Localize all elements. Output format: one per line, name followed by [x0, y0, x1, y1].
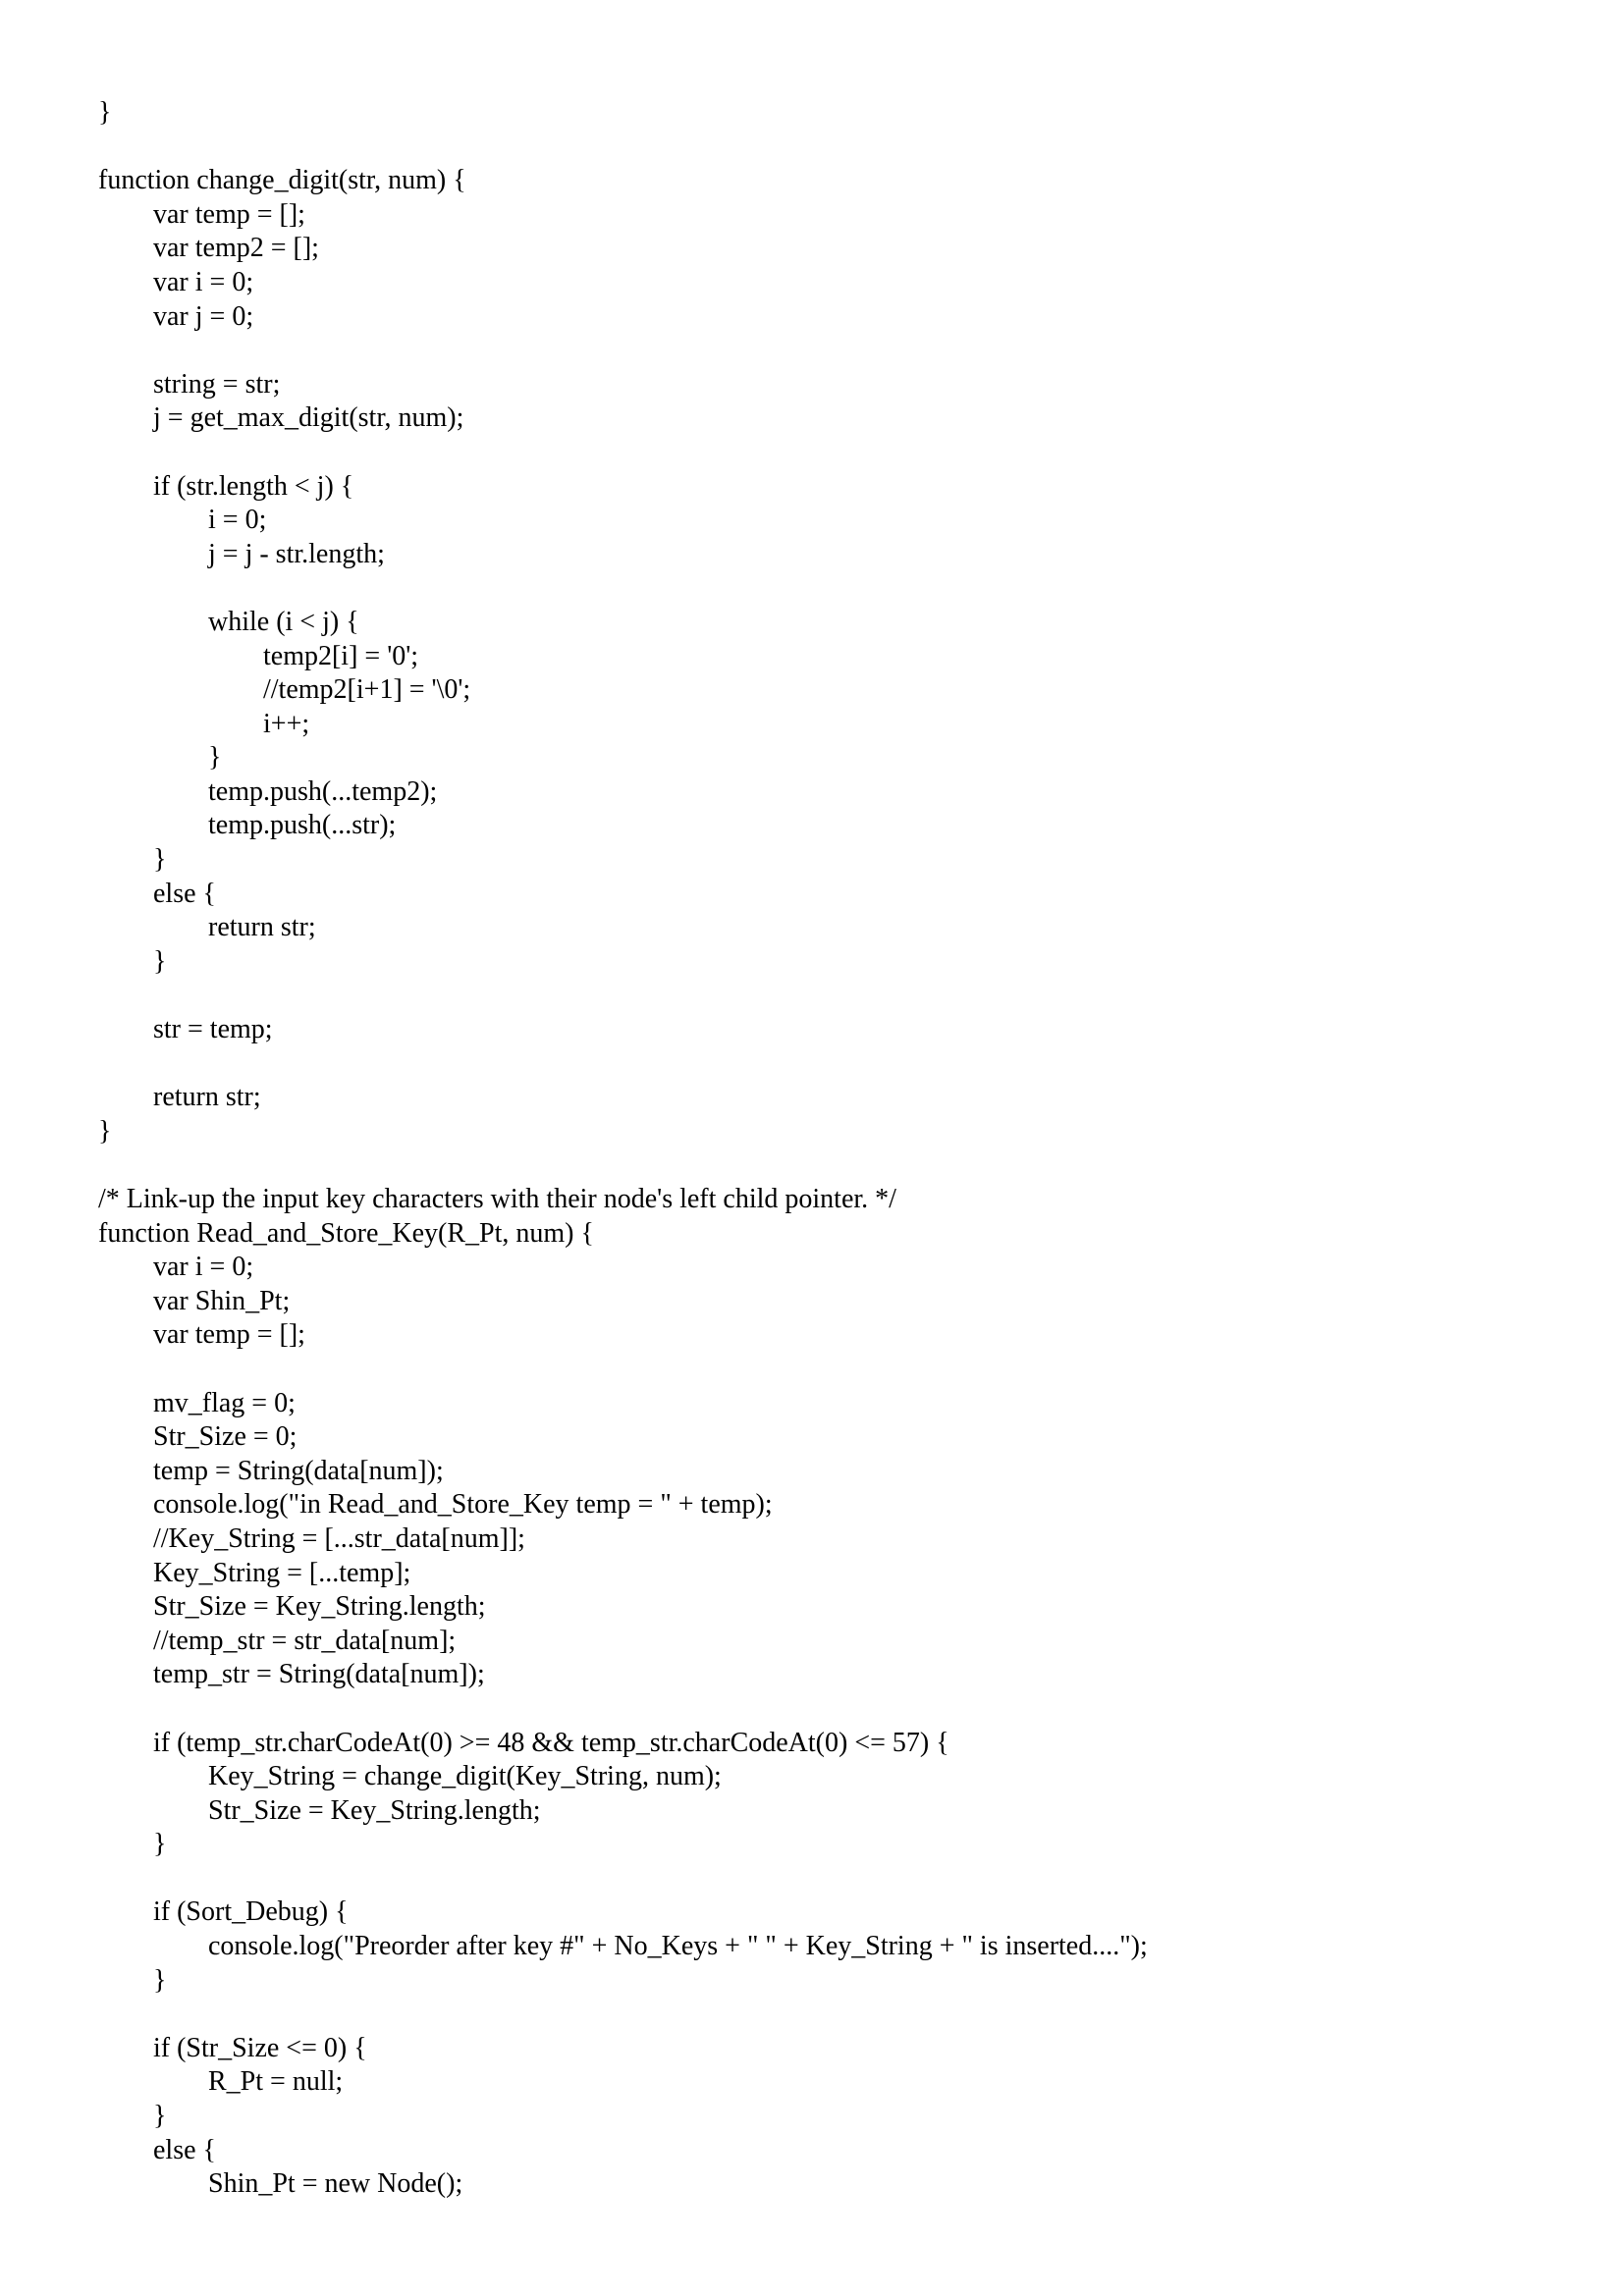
code-line: }	[153, 1964, 167, 1996]
code-line: }	[153, 945, 167, 977]
code-line: }	[98, 1115, 112, 1147]
code-line: temp = String(data[num]);	[153, 1455, 444, 1486]
code-line: Str_Size = 0;	[153, 1421, 298, 1453]
code-line: console.log("Preorder after key #" + No_Keys + " " + Key_String + " is inserted....");	[208, 1931, 1148, 1962]
blank-line	[98, 1998, 1148, 2032]
code-line: var temp = [];	[153, 1319, 305, 1351]
code-line: var Shin_Pt;	[153, 1285, 291, 1316]
code-line: console.log("in Read_and_Store_Key temp = " + temp);	[153, 1489, 773, 1521]
code-line: if (Str_Size <= 0) {	[153, 2032, 367, 2063]
blank-line	[98, 1862, 1148, 1896]
code-line: temp.push(...temp2);	[208, 775, 438, 807]
code-line: return str;	[208, 912, 316, 943]
code-line: function change_digit(str, num) {	[98, 165, 466, 196]
code-line: Key_String = [...temp];	[153, 1557, 411, 1588]
code-line: string = str;	[153, 368, 281, 400]
code-line: i++;	[263, 708, 310, 739]
blank-line	[98, 571, 1148, 606]
code-line: var j = 0;	[153, 300, 254, 332]
code-line: function Read_and_Store_Key(R_Pt, num) {	[98, 1217, 594, 1249]
code-line: //Key_String = [...str_data[num]];	[153, 1522, 525, 1554]
code-line: return str;	[153, 1082, 261, 1113]
blank-line	[98, 131, 1148, 165]
code-line: temp2[i] = '0';	[263, 640, 419, 671]
code-line: if (str.length < j) {	[153, 470, 354, 502]
code-line: mv_flag = 0;	[153, 1387, 296, 1418]
code-line: var i = 0;	[153, 1252, 254, 1283]
code-line: if (Sort_Debug) {	[153, 1896, 349, 1928]
code-line: else {	[153, 878, 216, 909]
code-line: var temp = [];	[153, 198, 305, 230]
code-line: //temp_str = str_data[num];	[153, 1625, 457, 1656]
code-line: }	[153, 1829, 167, 1860]
code-line: i = 0;	[208, 505, 267, 536]
code-line: R_Pt = null;	[208, 2066, 344, 2098]
code-line: while (i < j) {	[208, 606, 359, 637]
code-listing	[98, 96, 1148, 2202]
blank-line	[98, 1047, 1148, 1082]
code-line: Str_Size = Key_String.length;	[208, 1794, 541, 1826]
code-line: Shin_Pt = new Node();	[208, 2168, 463, 2200]
blank-line	[98, 1692, 1148, 1727]
code-line: temp.push(...str);	[208, 810, 397, 841]
blank-line	[98, 979, 1148, 1013]
code-line: }	[208, 742, 222, 774]
code-line: Str_Size = Key_String.length;	[153, 1591, 486, 1623]
code-line: j = j - str.length;	[208, 538, 385, 569]
code-line: }	[153, 2101, 167, 2132]
code-line: var i = 0;	[153, 266, 254, 297]
code-line: }	[153, 844, 167, 876]
code-line: if (temp_str.charCodeAt(0) >= 48 && temp_str.charCodeAt(0) <= 57) {	[153, 1727, 949, 1758]
code-line: j = get_max_digit(str, num);	[153, 402, 464, 434]
blank-line	[98, 334, 1148, 368]
code-line: //temp2[i+1] = '\0';	[263, 674, 471, 706]
code-line: var temp2 = [];	[153, 233, 319, 264]
code-line: str = temp;	[153, 1014, 273, 1045]
code-line: else {	[153, 2134, 216, 2165]
code-line: }	[98, 97, 112, 128]
code-line: Key_String = change_digit(Key_String, num);	[208, 1761, 722, 1792]
code-line: temp_str = String(data[num]);	[153, 1659, 485, 1690]
code-line: /* Link-up the input key characters with their node's left child pointer. */	[98, 1184, 896, 1214]
blank-line	[98, 1148, 1148, 1183]
blank-line	[98, 1353, 1148, 1387]
blank-line	[98, 436, 1148, 470]
